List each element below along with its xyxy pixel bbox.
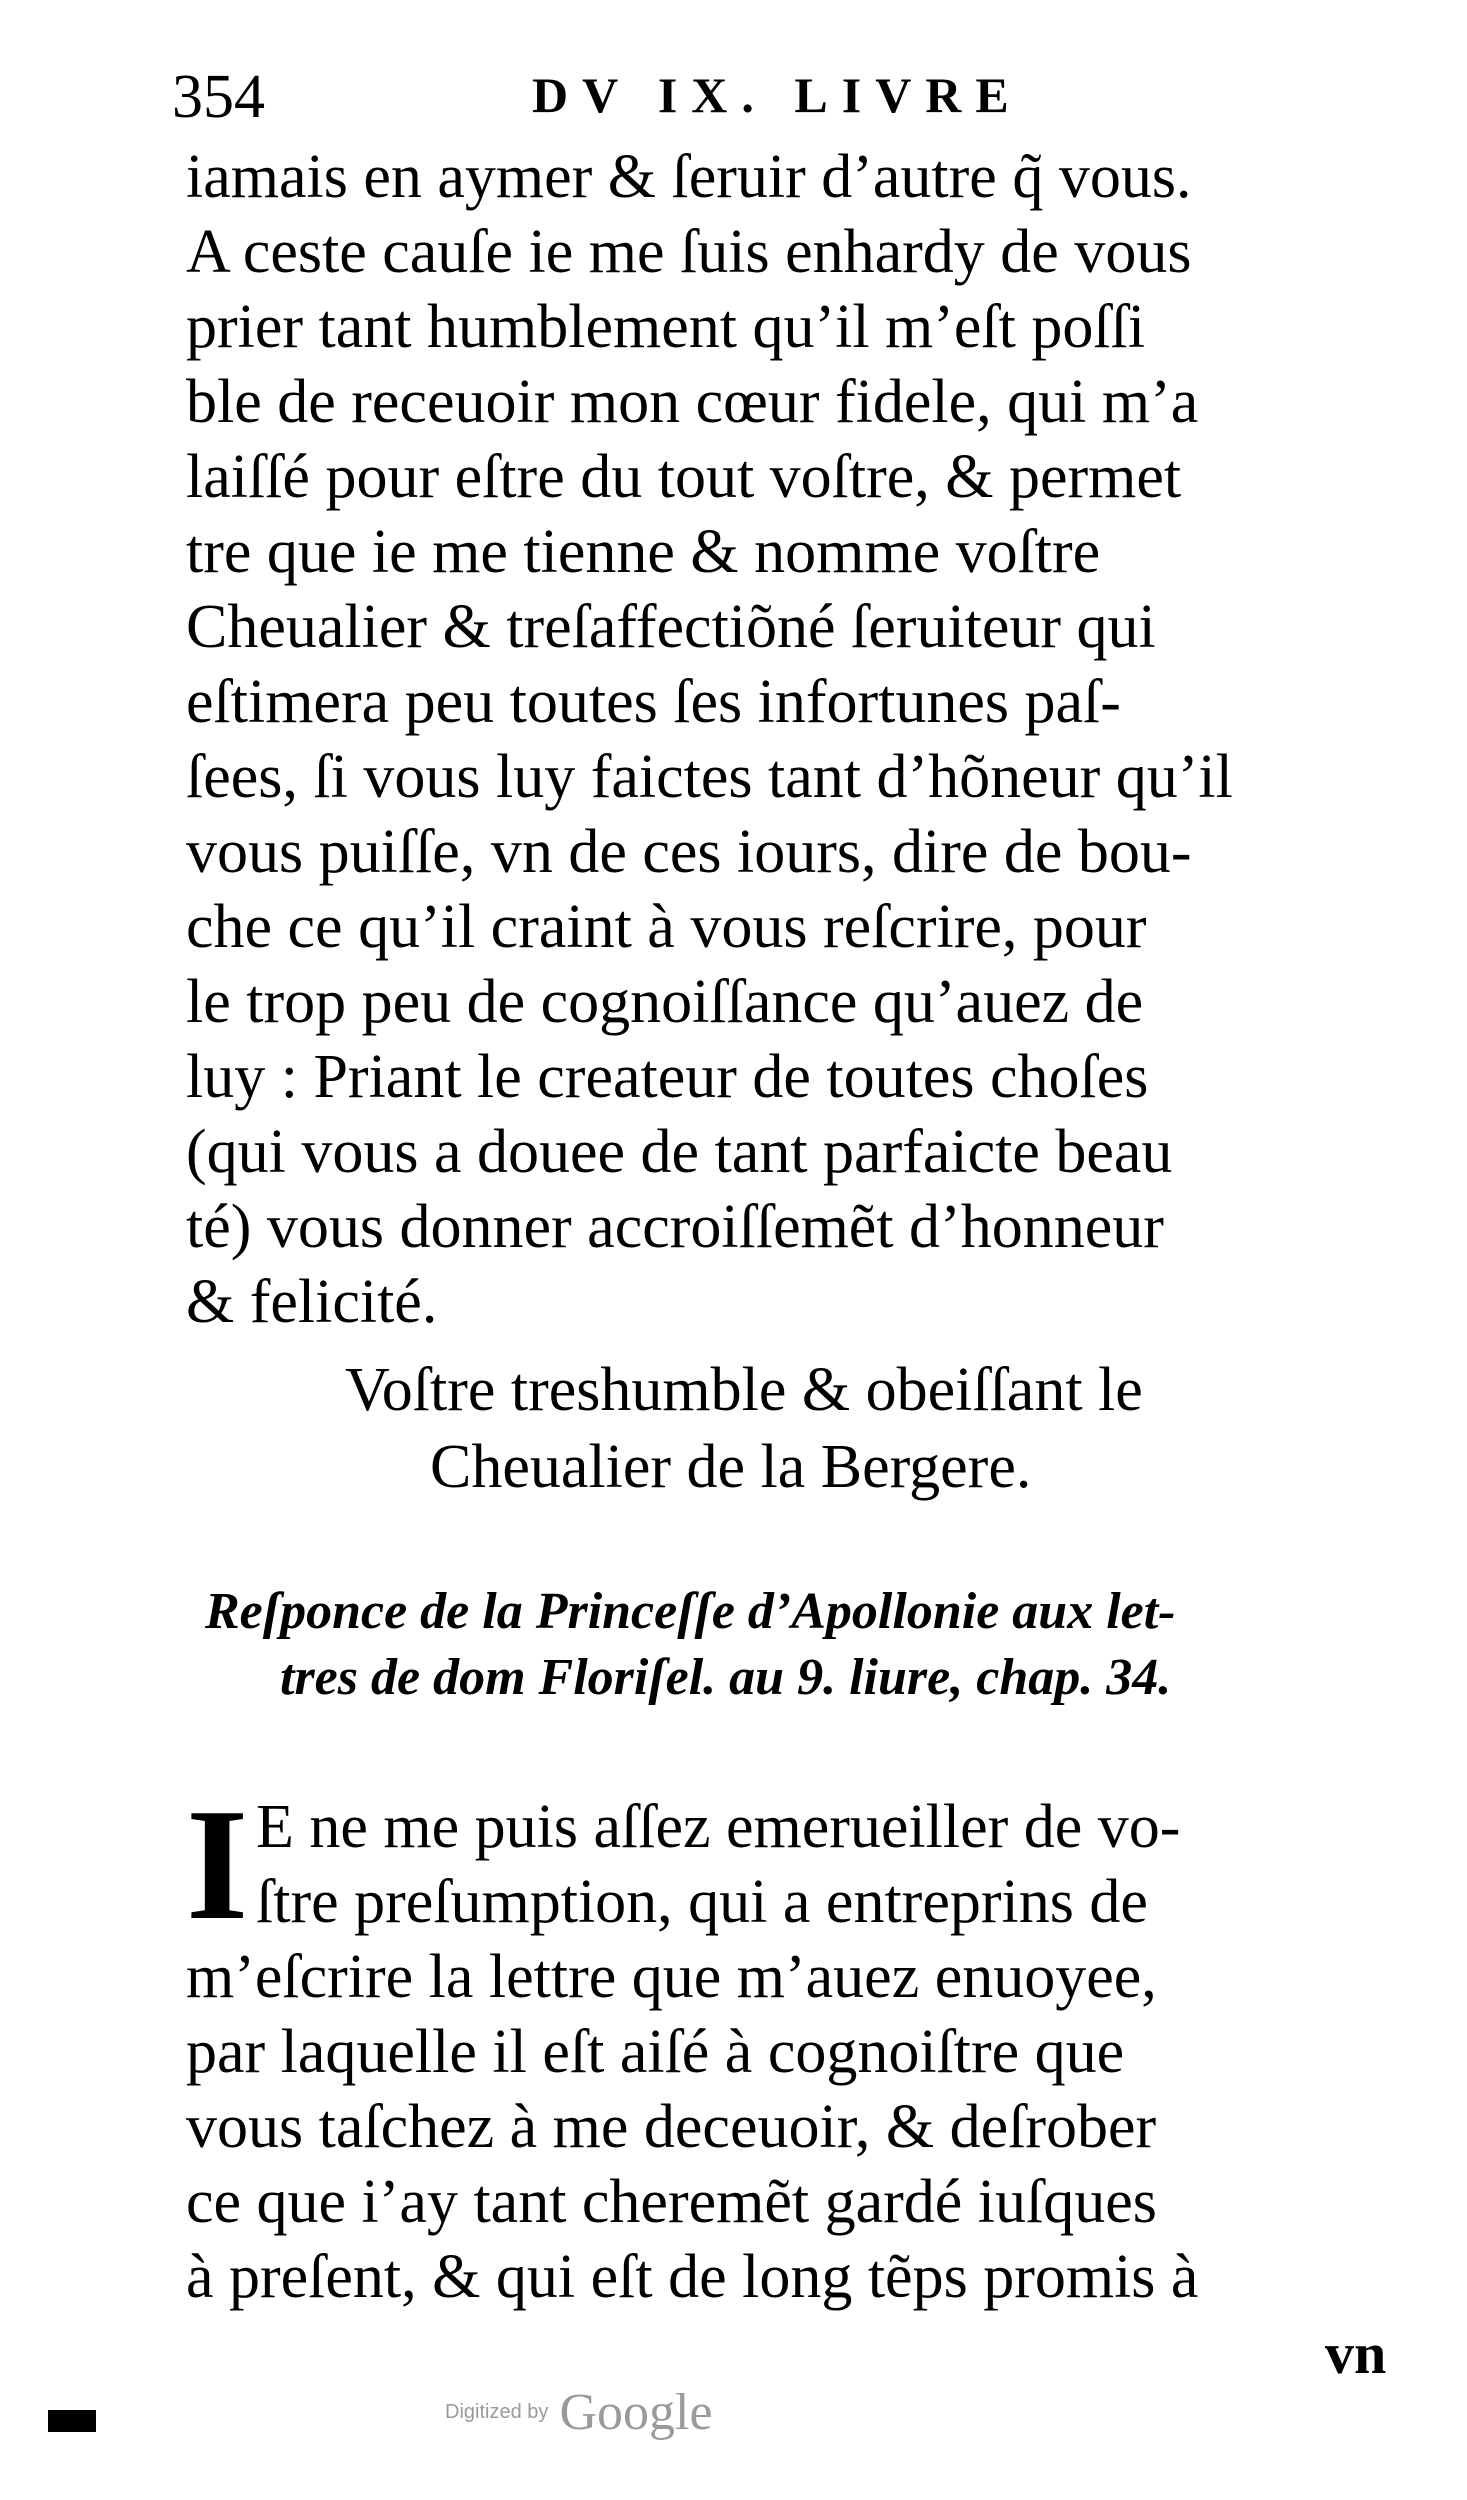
drop-cap: I <box>186 1775 249 1953</box>
text-line: ce que i’ay tant cheremẽt gardé iuſques <box>186 2168 1157 2236</box>
signature-line-2: Cheualier de la Bergere. <box>430 1433 1032 1501</box>
google-logo: Google <box>559 2384 713 2441</box>
scan-corner-mark <box>48 2410 96 2432</box>
reply-letter-body <box>186 1775 1406 2315</box>
text-line: vous taſchez à me deceuoir, & deſrober <box>186 2093 1157 2161</box>
signature-line-1: Voſtre treshumble & obeiſſant le <box>345 1356 1143 1424</box>
text-line-content: E ne me puis aſſez emerueiller de vo- <box>256 1793 1181 1861</box>
watermark-prefix: Digitized by <box>445 2401 549 2423</box>
text-line: Cheualier & treſaffectiõné ſeruiteur qui <box>186 593 1156 661</box>
text-line: le trop peu de cognoiſſance qu’auez de <box>186 968 1144 1036</box>
text-line: té) vous donner accroiſſemẽt d’honneur <box>186 1193 1164 1261</box>
text-line: che ce qu’il craint à vous reſcrire, pour <box>186 893 1147 961</box>
text-line: (qui vous a douee de tant parfaicte beau <box>186 1118 1173 1186</box>
text-line <box>186 1865 1406 1940</box>
text-line: & felicité. <box>186 1268 438 1336</box>
digitized-watermark <box>445 2383 713 2442</box>
section-heading-line-1: Reſponce de la Princeſſe d’Apollonie aux let- <box>205 1583 1176 1640</box>
text-line: m’eſcrire la lettre que m’auez enuoyee, <box>186 1943 1157 2011</box>
text-line: vous puiſſe, vn de ces iours, dire de bou- <box>186 818 1192 886</box>
section-heading-line-2: tres de dom Floriſel. au 9. liure, chap. 34. <box>280 1649 1172 1706</box>
running-head: DV IX. LIVRE <box>532 67 1023 123</box>
letter-body <box>186 140 1406 1340</box>
catchword: vn <box>1325 2321 1387 2386</box>
text-line: prier tant humblement qu’il m’eſt poſſi <box>186 293 1146 361</box>
page-header <box>172 62 1172 142</box>
text-line: à preſent, & qui eſt de long tẽps promis à <box>186 2243 1199 2311</box>
text-line: ble de receuoir mon cœur fidele, qui m’a <box>186 368 1199 436</box>
page-number: 354 <box>172 63 265 131</box>
text-line-content: ſtre preſumption, qui a entreprins de <box>256 1868 1148 1936</box>
text-line: A ceste cauſe ie me ſuis enhardy de vous <box>186 218 1192 286</box>
text-line: luy : Priant le createur de toutes choſes <box>186 1043 1149 1111</box>
text-line: eſtimera peu toutes ſes infortunes paſ- <box>186 668 1121 736</box>
text-line: par laquelle il eſt aiſé à cognoiſtre que <box>186 2018 1125 2086</box>
text-line: iamais en aymer & ſeruir d’autre q̃ vous. <box>186 143 1192 211</box>
text-line: tre que ie me tienne & nomme voſtre <box>186 518 1101 586</box>
text-line: laiſſé pour eſtre du tout voſtre, & permet <box>186 443 1182 511</box>
text-line: ſees, ſi vous luy faictes tant d’hõneur qu’il <box>186 743 1233 811</box>
